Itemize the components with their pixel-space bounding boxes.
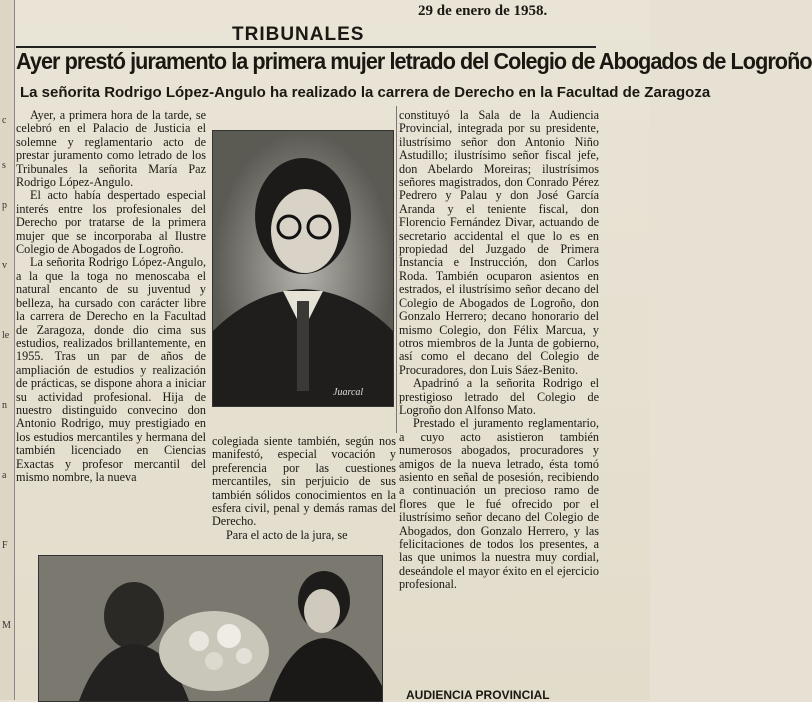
paragraph: Prestado el juramento reglamentario, a cuyo acto asistieron también numerosos abogados, procuradores y amigos de la nueva letrado, ésta tomó asiento en señal de posesión, recibiendo a continuación un precioso ramo de flores que le fué ofrecido por el ilustrísimo señor decano del Colegio de Abogados, don Gonzalo Herrero, y las felicitaciones de todos los presentes, a las que unimos la nuestra muy cordial, deseándole el mayor éxito en el ejercicio profesional. <box>399 416 599 592</box>
next-article-heading: AUDIENCIA PROVINCIAL <box>406 688 550 702</box>
paragraph: Ayer, a primera hora de la tarde, se celebró en el Palacio de Justicia el solemne y reglamentario acto de prestar juramento como letrado de los Tribunales la señorita María Paz Rodrigo López-Angulo. <box>16 108 206 190</box>
section-title: TRIBUNALES <box>232 24 365 45</box>
article-column-1 <box>16 109 206 484</box>
subheadline: La señorita Rodrigo López-Angulo ha realizado la carrera de Derecho en la Facultad de Zaragoza <box>20 84 711 101</box>
portrait-photo <box>212 130 394 407</box>
ceremony-photo <box>38 555 383 702</box>
issue-date: 29 de enero de 1958. <box>418 3 548 19</box>
paragraph: colegiada siente también, según nos manifestó, especial vocación y preferencia por las cuestiones mercantiles, sin perjuicio de sus también sólidos conocimientos en la esfera civil, penal y demás ramas del Derecho. <box>212 434 396 529</box>
paragraph: Apadrinó a la señorita Rodrigo el prestigioso letrado del Colegio de Logroño don Alfonso Mato. <box>399 376 599 417</box>
paragraph: constituyó la Sala de la Audiencia Provincial, integrada por su presidente, ilustrísimo señor don Antonio Niño Astudillo; ilustrísimo señor fiscal jefe, don Abelardo Moreiras; ilustrísimos señores magistrados, don Conrado Pérez Pedrero y Palau y don José García Aranda y el teniente fiscal, don Florencio Fernández Divar, actuando de secretario accidental el que lo es en propiedad del Juzgado de Primera Instancia e Instrucción, don Carlos Roda. También ocuparon asientos en estrados, el ilustrísimo señor decano del Colegio de Abogados de Logroño, don Gonzalo Herrero; decano honorario del mismo Colegio, don Félix Marcua, y otros miembros de la Junta de gobierno, así como el decano del Colegio de Procuradores, don Luis Sáez-Benito. <box>399 108 599 377</box>
article-column-3 <box>399 109 599 592</box>
article-column-2 <box>212 435 396 542</box>
headline: Ayer prestó juramento la primera mujer letrado del Colegio de Abogados de Logroño <box>16 48 812 74</box>
paragraph: Para el acto de la jura, se <box>226 527 348 542</box>
column-rule <box>396 106 397 433</box>
paragraph: La señorita Rodrigo López-Angulo, a la que la toga no menoscaba el natural encanto de su juventud y belleza, ha cursado con carácter libre la carrera de Derecho en la Facultad de Zaragoza, donde dio cima sus estudios, realizados brillantemente, en 1955. Tras un par de años de ampliación de estudios y realización de prácticas, se dispone ahora a iniciar su actividad profesional. Hija de nuestro distinguido convecino don Antonio Rodrigo, muy prestigiado en los estudios mercantiles y hermana del también licenciado en Ciencias Exactas y profesor mercantil del mismo nombre, la nueva <box>16 255 206 484</box>
adjacent-column-edge: c s p v le n a F M <box>0 0 15 700</box>
photographer-signature: Juarcal <box>333 387 364 398</box>
paragraph: El acto había despertado especial interés entre los profesionales del Derecho por tratarse de la primera mujer que se incorporaba al Ilustre Colegio de Abogados de Logroño. <box>16 188 206 257</box>
